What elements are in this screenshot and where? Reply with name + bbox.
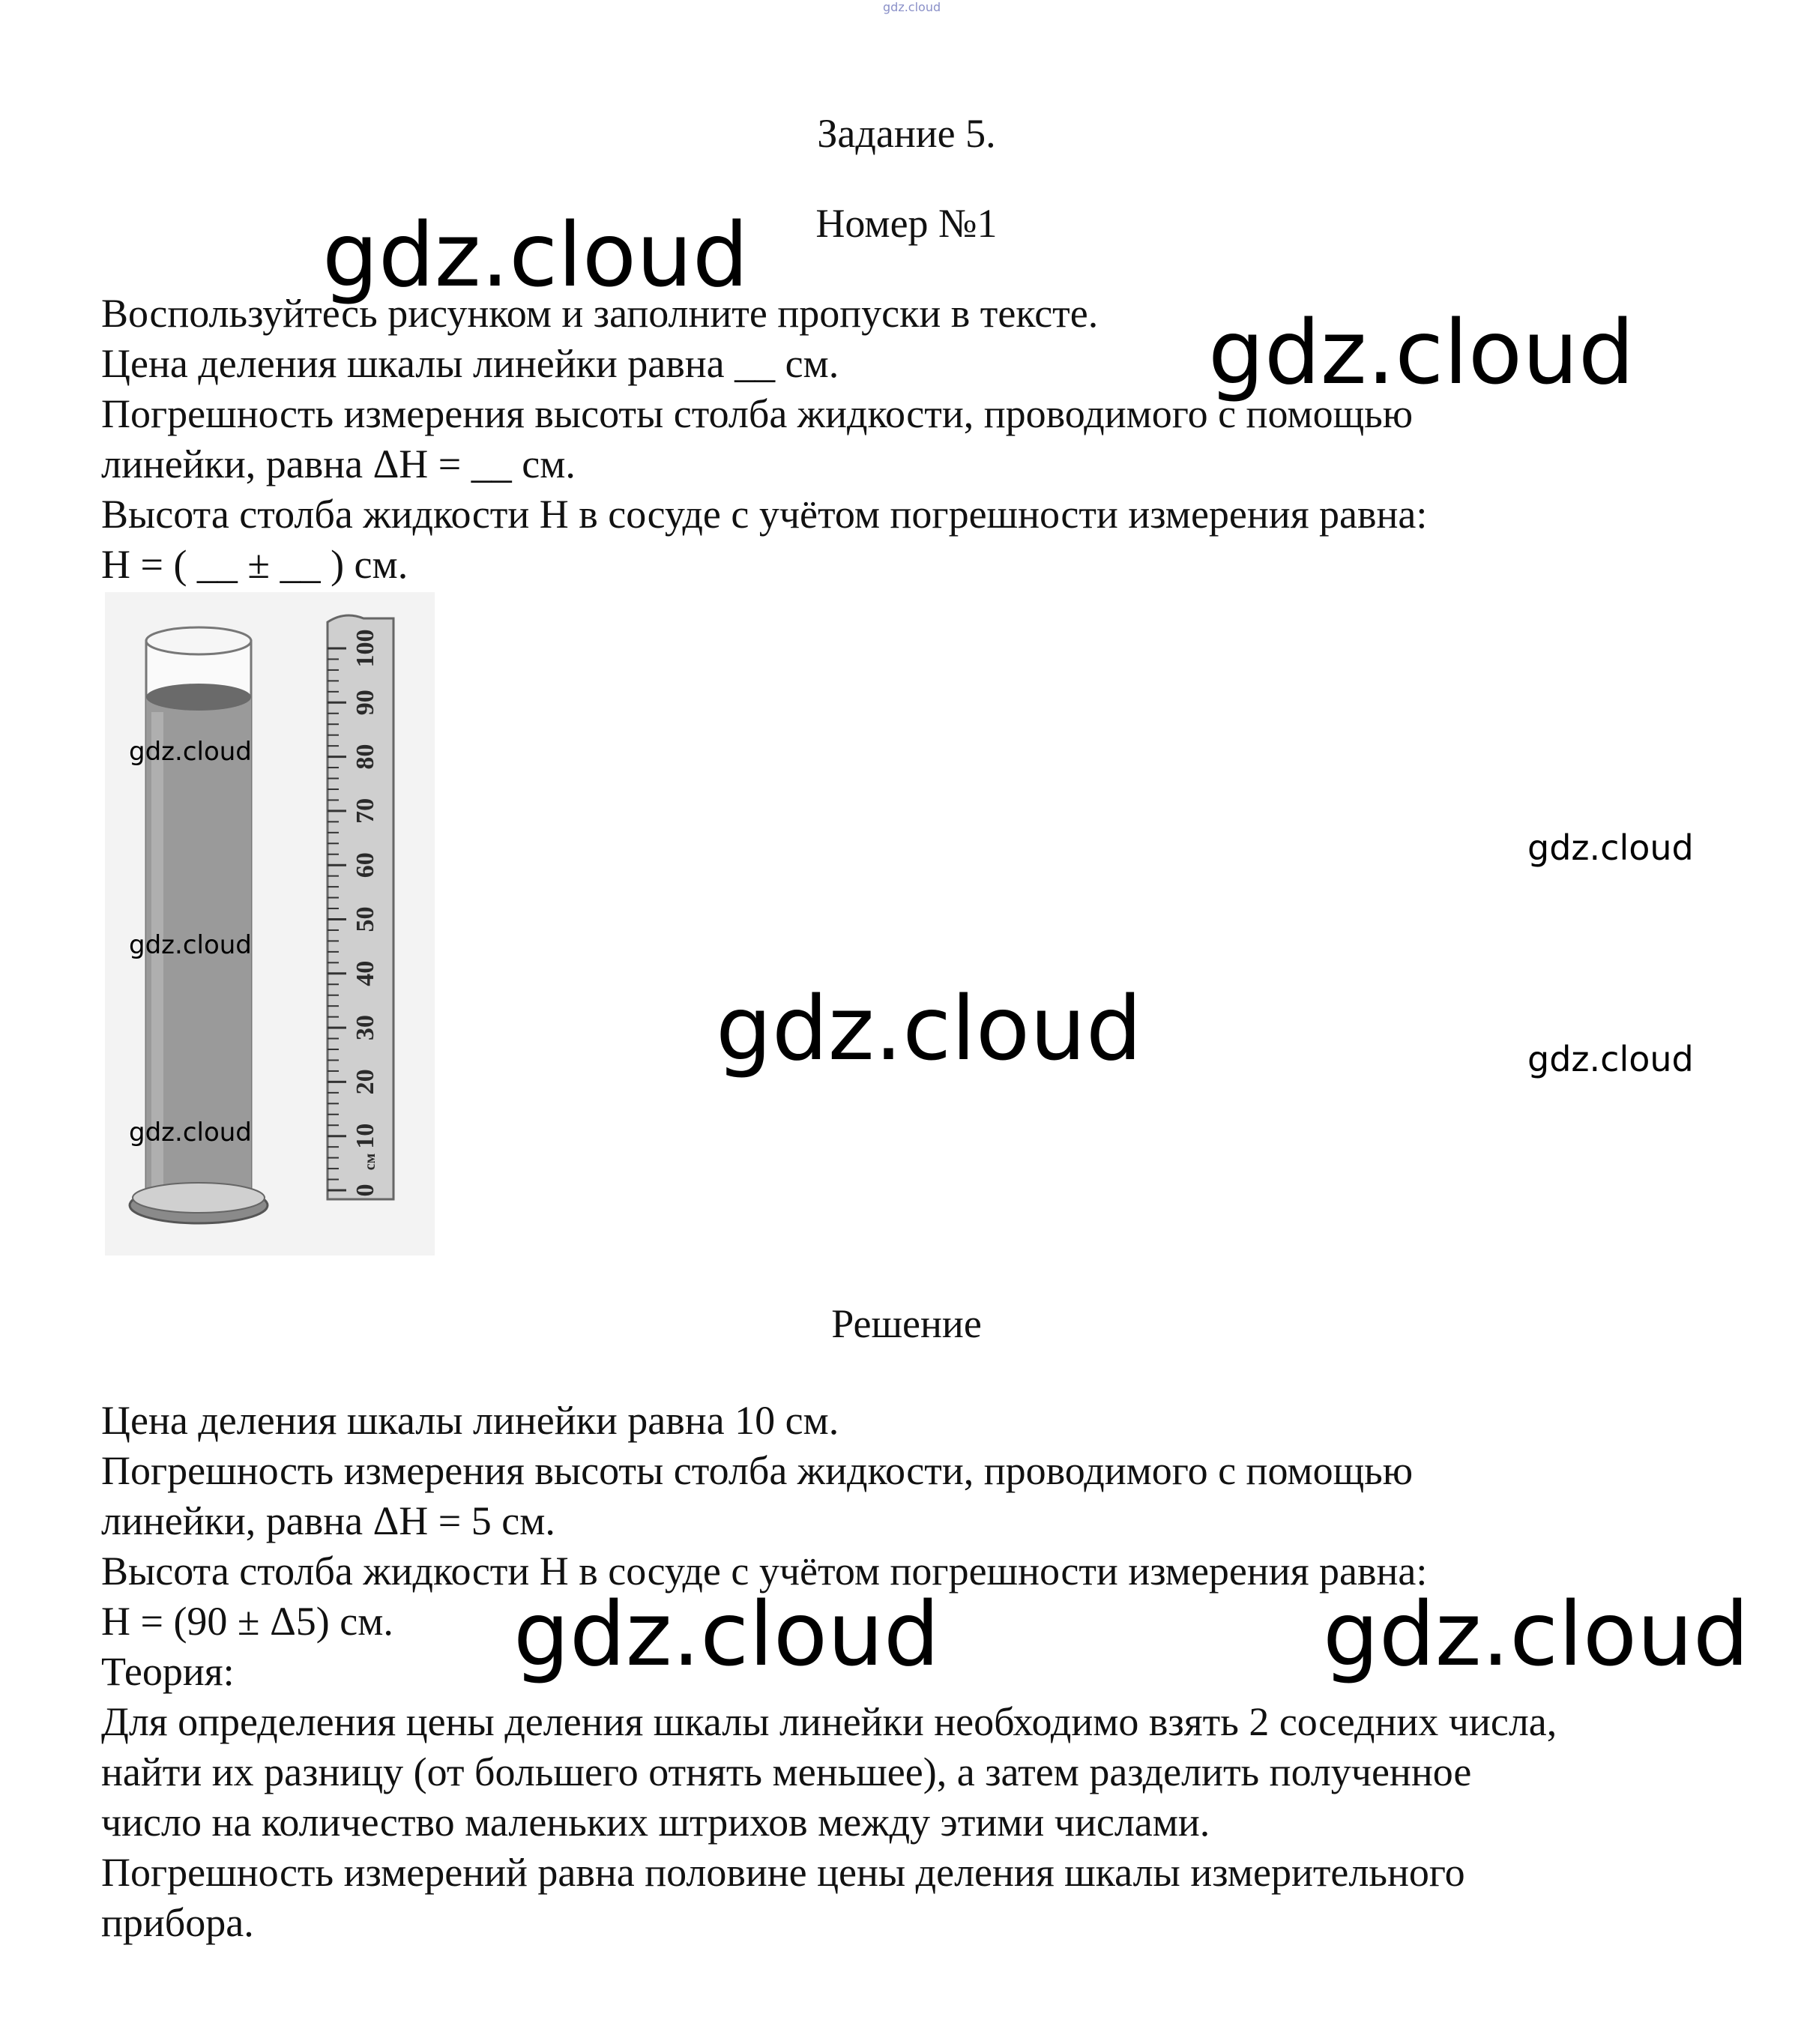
theory-line: Для определения цены деления шкалы линейки необходимо взять 2 соседних числа, bbox=[101, 1699, 1557, 1744]
question-line-4: линейки, равна ΔH = __ см. bbox=[101, 441, 576, 486]
watermark-top: gdz.cloud bbox=[883, 0, 941, 14]
watermark: gdz.cloud bbox=[1527, 1039, 1694, 1079]
ruler-unit-label: см bbox=[362, 1153, 378, 1171]
ruler-label: 70 bbox=[352, 798, 379, 824]
watermark: gdz.cloud bbox=[1527, 827, 1694, 868]
solution-line: линейки, равна ΔH = 5 см. bbox=[101, 1498, 555, 1543]
watermark: gdz.cloud bbox=[129, 1118, 252, 1148]
question-line-2: Цена деления шкалы линейки равна __ см. bbox=[101, 341, 839, 386]
watermark: gdz.cloud bbox=[1208, 301, 1635, 404]
task-title: Задание 5. bbox=[817, 111, 996, 156]
ruler-label: 0 bbox=[352, 1184, 379, 1197]
watermark: gdz.cloud bbox=[129, 737, 252, 767]
question-line-5: Высота столба жидкости H в сосуде с учётом погрешности измерения равна: bbox=[101, 492, 1428, 537]
ruler-label: 40 bbox=[352, 960, 379, 986]
solution-line: Погрешность измерения высоты столба жидкости, проводимого с помощью bbox=[101, 1448, 1414, 1493]
ruler-label: 10 bbox=[352, 1123, 379, 1149]
watermark: gdz.cloud bbox=[513, 1582, 940, 1686]
watermark: gdz.cloud bbox=[1323, 1582, 1749, 1686]
solution-line: H = (90 ± Δ5) см. bbox=[101, 1599, 393, 1644]
theory-label: Теория: bbox=[101, 1649, 235, 1694]
ruler-label: 50 bbox=[352, 906, 379, 932]
ruler-label: 100 bbox=[352, 629, 379, 668]
ruler-label: 80 bbox=[352, 744, 379, 770]
theory-line: число на количество маленьких штрихов между этими числами. bbox=[101, 1800, 1210, 1845]
task-number: Номер №1 bbox=[815, 201, 998, 246]
theory-line: найти их разницу (от большего отнять меньшее), а затем разделить полученное bbox=[101, 1749, 1472, 1794]
ruler-label: 20 bbox=[352, 1069, 379, 1095]
ruler-label: 30 bbox=[352, 1015, 379, 1041]
question-line-6: H = ( __ ± __ ) см. bbox=[101, 542, 408, 587]
ruler-label: 90 bbox=[352, 690, 379, 716]
question-line-3: Погрешность измерения высоты столба жидкости, проводимого с помощью bbox=[101, 391, 1414, 436]
solution-title: Решение bbox=[831, 1301, 982, 1346]
watermark: gdz.cloud bbox=[129, 930, 252, 960]
solution-line: Высота столба жидкости H в сосуде с учётом погрешности измерения равна: bbox=[101, 1549, 1428, 1594]
liquid-surface bbox=[146, 684, 251, 711]
theory-line: Погрешность измерений равна половине цены деления шкалы измерительного bbox=[101, 1850, 1465, 1895]
cylinder-and-ruler-figure bbox=[105, 592, 435, 1255]
solution-line: Цена деления шкалы линейки равна 10 см. bbox=[101, 1398, 839, 1443]
watermark: gdz.cloud bbox=[322, 203, 749, 307]
theory-line: прибора. bbox=[101, 1900, 254, 1945]
watermark: gdz.cloud bbox=[716, 977, 1142, 1080]
ruler-label: 60 bbox=[352, 852, 379, 878]
question-line-1: Воспользуйтесь рисунком и заполните пропуски в тексте. bbox=[101, 291, 1099, 336]
